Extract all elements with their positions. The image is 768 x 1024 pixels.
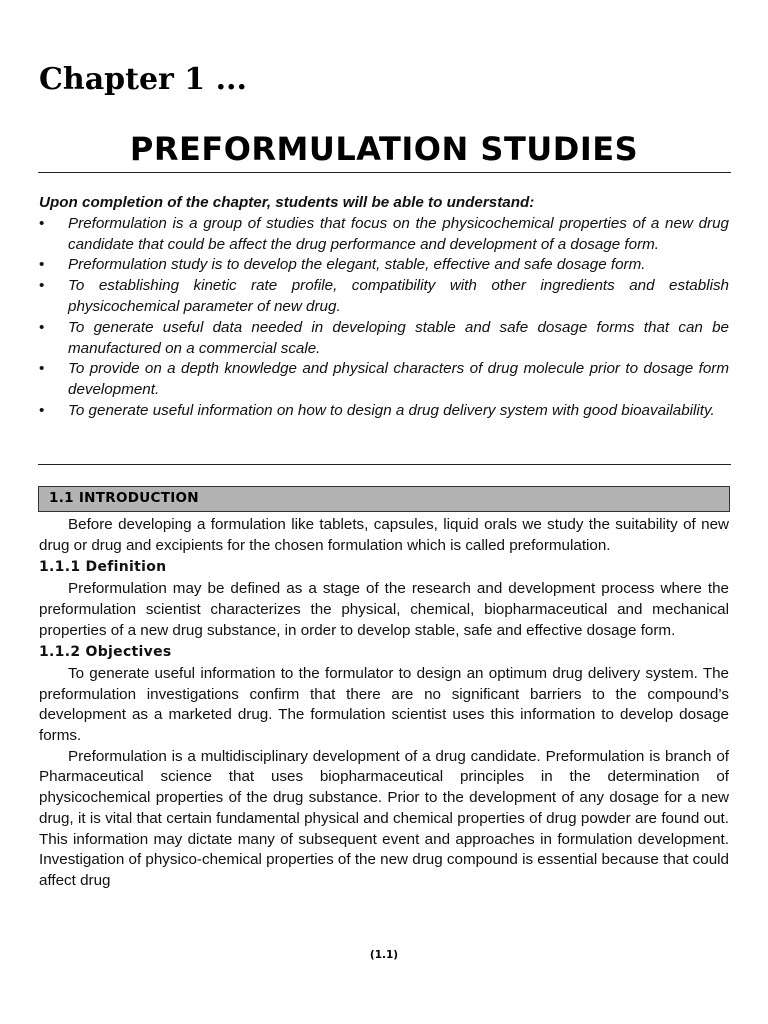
bullet-icon: • bbox=[39, 360, 45, 378]
divider-bottom bbox=[38, 464, 731, 465]
list-item-text: Preformulation study is to develop the elegant, stable, effective and safe dosage form. bbox=[68, 256, 646, 274]
list-item-text: To generate useful information on how to design a drug delivery system with good bioavailability. bbox=[68, 401, 715, 419]
list-item-text: To provide on a depth knowledge and physical characters of drug molecule prior to dosage form development. bbox=[68, 360, 729, 399]
list-item-text: To establishing kinetic rate profile, compatibility with other ingredients and establish physicochemical parameter of new drug. bbox=[68, 277, 729, 315]
bullet-icon: • bbox=[39, 214, 45, 232]
list-item bbox=[39, 401, 729, 422]
bullet-icon: • bbox=[39, 401, 45, 419]
list-item-text: Preformulation is a group of studies that focus on the physicochemical properties of a new drug candidate that could be affect the drug performance and development of a dosage form. bbox=[68, 214, 729, 253]
list-item bbox=[39, 276, 729, 318]
bullet-icon: • bbox=[39, 318, 45, 336]
chapter-label: Chapter 1 ... bbox=[39, 62, 247, 97]
bullet-icon: • bbox=[39, 277, 45, 295]
objectives-paragraph: To generate useful information to the formulator to design an optimum drug delivery system. The preformulation investigations confirm that there are no significant barriers to the compound’s development as a marketed drug. The formulation scientist uses this information to develop dosage forms. bbox=[39, 664, 729, 745]
section-body bbox=[39, 515, 729, 892]
section-heading: 1.1 INTRODUCTION bbox=[49, 490, 199, 506]
list-item-text: To generate useful data needed in developing stable and safe dosage forms that can be manufactured on a commercial scale. bbox=[68, 318, 729, 357]
list-item bbox=[39, 214, 729, 256]
learning-objectives bbox=[39, 193, 729, 422]
objectives-lead: Upon completion of the chapter, students will be able to understand: bbox=[39, 194, 535, 211]
objectives-heading: 1.1.2 Objectives bbox=[39, 644, 172, 661]
page-number: (1.1) bbox=[369, 949, 399, 961]
list-item bbox=[39, 359, 729, 401]
list-item bbox=[39, 255, 729, 276]
definition-paragraph: Preformulation may be defined as a stage of the research and development process where the preformulation scientist characterizes the physical, chemical, biopharmaceutical and mechanical properties of a new drug substance, in order to develop stable, safe and effective dosage form. bbox=[39, 580, 729, 639]
section-heading-bar bbox=[38, 486, 730, 512]
chapter-title: PREFORMULATION STUDIES bbox=[129, 130, 639, 168]
list-item bbox=[39, 318, 729, 360]
objectives-list bbox=[39, 214, 729, 422]
intro-paragraph: Before developing a formulation like tablets, capsules, liquid orals we study the suitability of new drug or drug and excipients for the chosen formulation which is called preformulation. bbox=[39, 516, 729, 554]
bullet-icon: • bbox=[39, 256, 45, 274]
divider-top bbox=[38, 172, 731, 173]
definition-heading: 1.1.1 Definition bbox=[39, 559, 167, 576]
objectives-paragraph: Preformulation is a multidisciplinary development of a drug candidate. Preformulation is branch of Pharmaceutical science that uses biopharmaceutical principles in the determination of physicochemical properties of the drug substance. Prior to the development of any dosage for a new drug, it is vital that certain fundamental physical and chemical properties of drug powder are found out. This information may dictate many of subsequent event and approaches in formulation development. Investigation of physico-chemical properties of the new drug compound is essential because that could affect drug bbox=[39, 747, 729, 889]
